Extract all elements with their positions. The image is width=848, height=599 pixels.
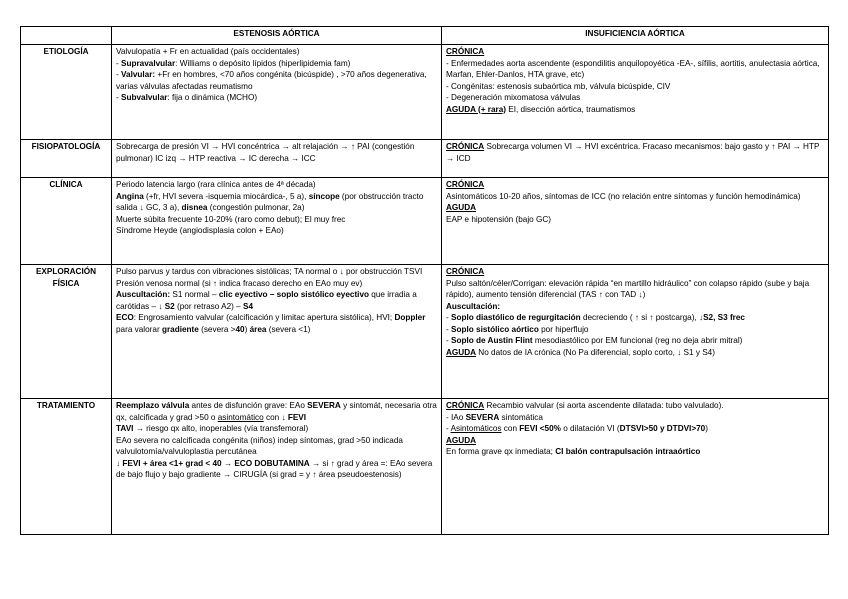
text-run: CRÓNICA [446,47,485,56]
row-clinica [21,178,829,265]
text-run: Asintomáticos 10-20 años, síntomas de ICC (no relación entre síntomas y función hemodinámica) [446,191,801,201]
text-run: ↓ FEVI + área <1+ grad < 40 → ECO DOBUTAMINA [116,458,310,468]
text-run: Soplo de Austin Flint [451,336,533,345]
text-run: decreciendo ( ↑ si ↑ postcarga), ↓ [580,313,704,322]
text-line [116,278,437,290]
text-run: Sobrecarga volumen VI → HVI excéntrica. Fracaso mecanismos: bajo gasto y ↑ PAI → HTP → ICD [446,142,820,163]
text-run: - Enfermedades aorta ascendente (espondilitis anquilopoyética -EA-, sífilis, aortitis, anulectasia aórtica, Marfan, Ehler-Danlos, HTA grave, etc) [446,58,820,79]
text-run: EI, disección aórtica, traumatismos [505,104,636,114]
text-run: (congestión pulmonar, 2a) [207,203,305,212]
text-run: CRÓNICA [446,267,485,276]
text-line [446,278,824,301]
row-tratamiento [21,399,829,535]
text-run: Soplo diastólico de regurgitación [451,313,581,322]
text-run: - [116,58,122,68]
cell-ea-tratamiento [112,399,442,535]
text-run: - [446,336,452,345]
text-run: FEVI [287,412,307,422]
text-run: CRÓNICA [446,142,485,151]
text-line [446,266,824,278]
cell-ia-etiologia [442,45,829,140]
text-run: EAo severa no calcificada congénita (niños) indep síntomas, grad >50 indicada valvulotomía/valvuloplastia percutánea [116,435,403,456]
cell-ia-fisiopatologia [442,140,829,178]
text-run: para valorar [116,324,162,334]
text-run: - [446,324,452,334]
text-line [446,400,824,412]
cell-ea-exploracion [112,265,442,399]
text-line [446,58,824,81]
cell-ea-etiologia [112,45,442,140]
text-line [446,104,824,116]
text-run: asintomático [217,412,264,422]
text-run: Recambio valvular (si aorta ascendente dilatada: tubo valvulado). [484,401,724,410]
text-run: Doppler [394,313,426,322]
text-run: EAP e hipotensión (bajo GC) [446,214,551,224]
text-line [116,289,437,312]
text-run: que irradia a carótidas – ↓ [116,290,417,311]
text-line [116,69,437,92]
text-line [446,141,824,164]
text-line [116,179,437,191]
text-run: disnea [181,203,208,212]
text-line [116,312,437,335]
text-run: S1 normal – [170,290,219,299]
header-estenosis: ESTENOSIS AÓRTICA [112,27,442,45]
text-run: antes de disfunción grave: EAo [189,401,308,410]
text-run: sintomática [499,412,543,422]
row-exploracion [21,265,829,399]
text-run: AGUDA [446,435,477,445]
text-run: ) [244,324,250,334]
text-run: Pulso saltón/céler/Corrigan: elevación rápida “en martillo hidráulico” con colapso rápido (sube y baja rápido), aumento tensión diferencial (TAS ↑ con TAD ↓) [446,278,810,299]
text-run: síncope [308,191,340,201]
text-run: S4 [242,301,253,311]
text-run: CRÓNICA [446,401,485,410]
text-run: (severa <1) [266,324,311,334]
text-run: por hiperflujo [538,324,589,334]
text-run: Presión venosa normal (si ↑ indica fracaso derecho en EAo muy ev) [116,278,363,288]
header-insuficiencia: INSUFICIENCIA AÓRTICA [442,27,829,45]
text-run: con ↓ [263,412,288,422]
comparison-table [20,26,829,535]
cell-ea-fisiopatologia [112,140,442,178]
text-run: - IAo [446,412,466,422]
text-run: (por retraso A2) – [174,301,243,311]
text-run: DTSVI>50 y DTDVI>70 [619,424,706,433]
text-run: ECO [116,313,134,322]
text-run: - [446,424,451,433]
text-run: Soplo sistólico aórtico [451,324,539,334]
text-run: AGUDA [446,347,477,357]
text-run: SEVERA [307,401,341,410]
text-line [116,58,437,70]
text-run: AGUDA [446,203,477,212]
text-run: CRÓNICA [446,180,485,189]
cell-ea-clinica [112,178,442,265]
text-run: - [446,313,452,322]
row-label-fisiopatologia: FISIOPATOLOGÍA [21,140,112,178]
text-run: - Congénitas: estenosis subaórtica mb, válvula bicúspide, CIV [446,81,671,91]
text-line [116,214,437,226]
text-run: Periodo latencia largo (rara clínica antes de 4ª década) [116,180,316,189]
text-run: TAVI [116,424,134,433]
text-run: : Engrosamiento valvular (calcificación y limitac apertura sistólica), HVI; [133,313,395,322]
text-run: Angina [116,191,144,201]
text-run: Reemplazo válvula [116,401,190,410]
text-line [446,335,824,347]
text-run: Auscultación: [116,290,171,299]
text-line [446,446,824,458]
text-run: En forma grave qx inmediata; [446,447,556,456]
text-run: No datos de IA crónica (No Pa diferencial, soplo corto, ↓ S1 y S4) [476,347,715,357]
text-line [116,423,437,435]
cell-ia-tratamiento [442,399,829,535]
text-line [446,92,824,104]
text-run: CI balón contrapulsación intraaórtico [555,447,701,456]
cell-ia-exploracion [442,265,829,399]
text-run: +Fr en hombres, <70 años congénita (bicúspide) , >70 años degenerativa, varias válvulas afectadas reumatismo [116,70,427,91]
text-run: - [116,70,122,79]
row-label-exploracion: EXPLORACIÓN FÍSICA [21,265,112,399]
text-run: AGUDA (+ rara) [446,104,506,114]
header-empty [21,27,112,45]
text-line [446,214,824,226]
header-row [21,27,829,45]
text-run: y sintomát, necesaria otra qx, calcificada y grad >50 o [116,401,437,422]
text-line [116,191,437,214]
text-run: S2 [164,301,175,311]
row-label-etiologia: ETIOLOGÍA [21,45,112,140]
text-run: Valvulopatía + Fr en actualidad (país occidentales) [116,47,300,56]
text-run: o dilatación VI ( [560,424,620,433]
row-fisiopatologia [21,140,829,178]
text-line [446,46,824,58]
text-run: - Degeneración mixomatosa válvulas [446,93,581,102]
text-line [446,81,824,93]
text-line [446,301,824,313]
text-line [116,435,437,458]
text-run: gradiente [161,324,199,334]
text-line [446,179,824,191]
text-line [446,435,824,447]
row-label-clinica: CLÍNICA [21,178,112,265]
text-run: Auscultación: [446,301,501,311]
text-run: área [249,324,267,334]
text-run: Sobrecarga de presión VI → HVI concéntrica → alt relajación → ↑ PAI (congestión pulmonar) IC izq → HTP reactiva → IC derecha → ICC [116,142,415,163]
text-run: 40 [235,324,245,334]
text-line [446,423,824,435]
text-run: (severa > [198,324,236,334]
cell-ia-clinica [442,178,829,265]
text-run: Asintomáticos [450,424,502,433]
text-run: → riesgo qx alto, inoperables (vía transfemoral) [133,424,309,433]
text-run: Supravalvular [121,58,176,68]
text-run: con [501,424,520,433]
text-run: mesodiastólico por EM funcional (reg no deja abrir mitral) [532,336,743,345]
text-line [116,141,437,164]
text-run: (por obstrucción tracto salida ↓ GC, 3 a), [116,191,424,212]
text-line [116,92,437,104]
text-run: S2, S3 frec [703,313,745,322]
row-etiologia [21,45,829,140]
text-line [446,312,824,324]
text-line [446,191,824,203]
text-run: : Williams o depósito lípidos (hiperlipidemia fam) [175,58,351,68]
text-run: : fija o dinámica (MCHO) [167,93,258,102]
text-run: ) [705,424,708,433]
text-line [446,412,824,424]
text-run: Muerte súbita frecuente 10-20% (raro como debut); El muy frec [116,214,346,224]
text-run: Pulso parvus y tardus con vibraciones sistólicas; TA normal o ↓ por obstrucción TSVI [116,267,423,276]
text-line [116,225,437,237]
text-run: - [116,93,122,102]
text-run: Subvalvular [121,93,168,102]
text-line [116,458,437,481]
text-run: Síndrome Heyde (angiodisplasia colon + EAo) [116,226,284,235]
text-run: (+fr, HVI severa -isquemia miocárdica-, 5 a), [143,191,309,201]
text-run: → si ↑ grad y área =: EAo severa de bajo flujo y bajo gradiente → CIRUGÍA (si grad = y ↑ área pseudoestenosis) [116,458,433,479]
text-line [446,347,824,359]
text-run: SEVERA [465,412,500,422]
text-run: FEVI <50% [519,424,561,433]
row-label-tratamiento: TRATAMIENTO [21,399,112,535]
text-line [446,324,824,336]
text-run: Valvular: [121,70,156,79]
text-line [116,266,437,278]
text-line [116,46,437,58]
text-run: clic eyectivo – soplo sistólico eyectivo [218,290,370,299]
text-line [446,202,824,214]
text-line [116,400,437,423]
